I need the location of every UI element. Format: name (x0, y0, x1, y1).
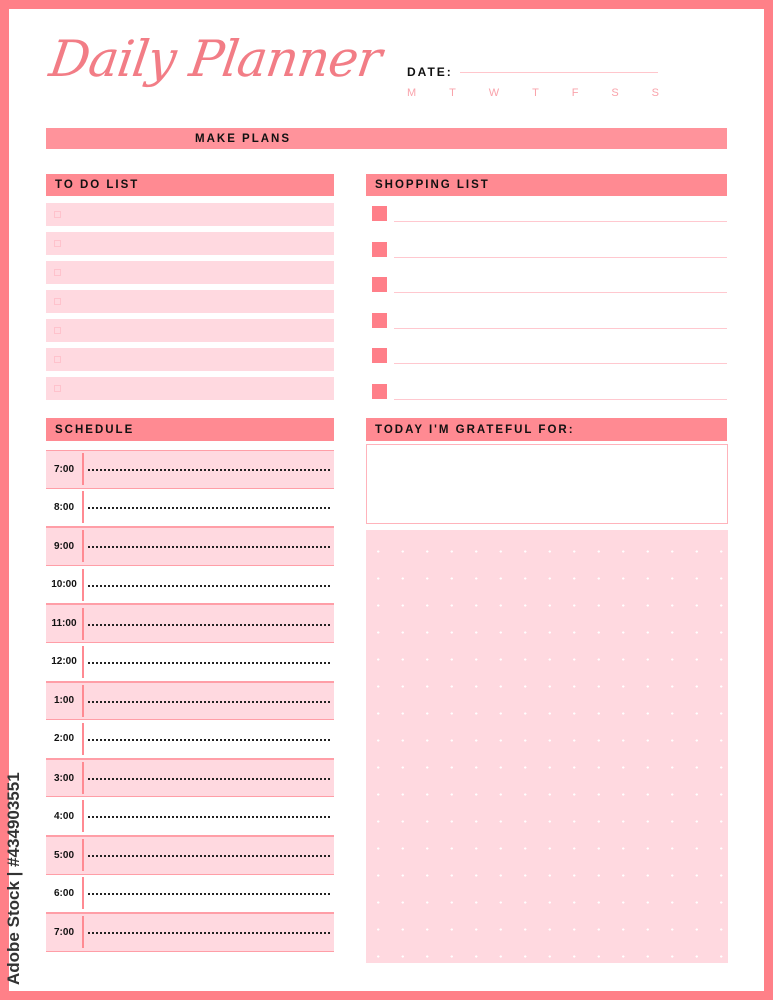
dotted-line (88, 662, 330, 664)
checkbox[interactable] (54, 269, 61, 276)
todo-item[interactable] (46, 203, 334, 226)
checkbox[interactable] (54, 211, 61, 218)
todo-item[interactable] (46, 290, 334, 313)
schedule-row[interactable] (46, 875, 334, 914)
divider (82, 491, 84, 523)
day-f[interactable]: F (571, 87, 579, 99)
shopping-line[interactable] (394, 292, 727, 293)
todo-item[interactable] (46, 261, 334, 284)
dotted-line (88, 778, 330, 780)
day-s[interactable]: S (611, 87, 619, 99)
schedule-row[interactable] (46, 489, 334, 528)
shopping-checkbox[interactable] (372, 242, 387, 257)
dotted-line (88, 893, 330, 895)
schedule-time: 10:00 (51, 579, 77, 591)
todo-item[interactable] (46, 377, 334, 400)
schedule-row[interactable] (46, 527, 334, 566)
weekday-selector (407, 87, 659, 99)
shopping-checkbox[interactable] (372, 277, 387, 292)
dotted-line (88, 624, 330, 626)
grateful-box[interactable] (366, 444, 728, 524)
divider (82, 723, 84, 755)
date-line[interactable] (460, 72, 658, 73)
day-m[interactable]: M (407, 87, 417, 99)
schedule-time: 7:00 (53, 926, 74, 938)
schedule-time: 2:00 (53, 733, 74, 745)
shopping-checkbox[interactable] (372, 313, 387, 328)
dotted-line (88, 546, 330, 548)
dotted-line (88, 701, 330, 703)
schedule-time: 4:00 (53, 810, 74, 822)
schedule-row[interactable] (46, 836, 334, 875)
checkbox[interactable] (54, 356, 61, 363)
shopping-checkbox[interactable] (372, 206, 387, 221)
schedule-time: 6:00 (53, 887, 74, 899)
make-plans-banner: MAKE PLANS (46, 128, 727, 149)
schedule-time: 7:00 (53, 463, 74, 475)
grateful-header: TODAY I'M GRATEFUL FOR: (366, 418, 727, 441)
day-t[interactable]: T (449, 87, 456, 99)
day-s2[interactable]: S (651, 87, 659, 99)
schedule-row[interactable] (46, 797, 334, 836)
shopping-line[interactable] (394, 363, 727, 364)
divider (82, 569, 84, 601)
schedule-row[interactable] (46, 643, 334, 682)
divider (82, 608, 84, 640)
checkbox[interactable] (54, 240, 61, 247)
shopping-line[interactable] (394, 328, 727, 329)
divider (82, 685, 84, 717)
day-w[interactable]: W (488, 87, 500, 99)
schedule-time: 5:00 (53, 849, 74, 861)
checkbox[interactable] (54, 298, 61, 305)
day-t2[interactable]: T (532, 87, 539, 99)
schedule-header: SCHEDULE (46, 418, 334, 441)
dotted-line (88, 507, 330, 509)
page-title: Daily Planner (45, 30, 385, 88)
shopping-checkbox[interactable] (372, 384, 387, 399)
schedule-row[interactable] (46, 604, 334, 643)
todo-item[interactable] (46, 232, 334, 255)
shopping-header: SHOPPING LIST (366, 174, 727, 196)
todo-header: TO DO LIST (46, 174, 334, 196)
schedule-row[interactable] (46, 450, 334, 489)
dotted-line (88, 739, 330, 741)
divider (82, 800, 84, 832)
schedule-time: 8:00 (53, 501, 74, 513)
divider (82, 762, 84, 794)
dot-grid-notes[interactable] (366, 530, 728, 963)
schedule-time: 12:00 (51, 656, 77, 668)
dotted-line (88, 816, 330, 818)
schedule-row[interactable] (46, 720, 334, 759)
schedule-row[interactable] (46, 566, 334, 605)
divider (82, 530, 84, 562)
divider (82, 839, 84, 871)
divider (82, 916, 84, 948)
date-label: DATE: (407, 65, 453, 79)
dotted-line (88, 585, 330, 587)
todo-item[interactable] (46, 319, 334, 342)
schedule-time: 3:00 (53, 772, 74, 784)
schedule-row[interactable] (46, 682, 334, 721)
dotted-line (88, 855, 330, 857)
schedule-time: 9:00 (53, 540, 74, 552)
dotted-line (88, 932, 330, 934)
checkbox[interactable] (54, 385, 61, 392)
divider (82, 877, 84, 909)
watermark: Adobe Stock | #434903551 (4, 772, 23, 985)
schedule-time: 11:00 (51, 618, 77, 630)
schedule-time: 1:00 (53, 695, 74, 707)
shopping-line[interactable] (394, 257, 727, 258)
schedule-row[interactable] (46, 759, 334, 798)
divider (82, 453, 84, 485)
checkbox[interactable] (54, 327, 61, 334)
divider (82, 646, 84, 678)
shopping-line[interactable] (394, 399, 727, 400)
schedule-row[interactable] (46, 913, 334, 952)
shopping-checkbox[interactable] (372, 348, 387, 363)
todo-item[interactable] (46, 348, 334, 371)
shopping-line[interactable] (394, 221, 727, 222)
dotted-line (88, 469, 330, 471)
